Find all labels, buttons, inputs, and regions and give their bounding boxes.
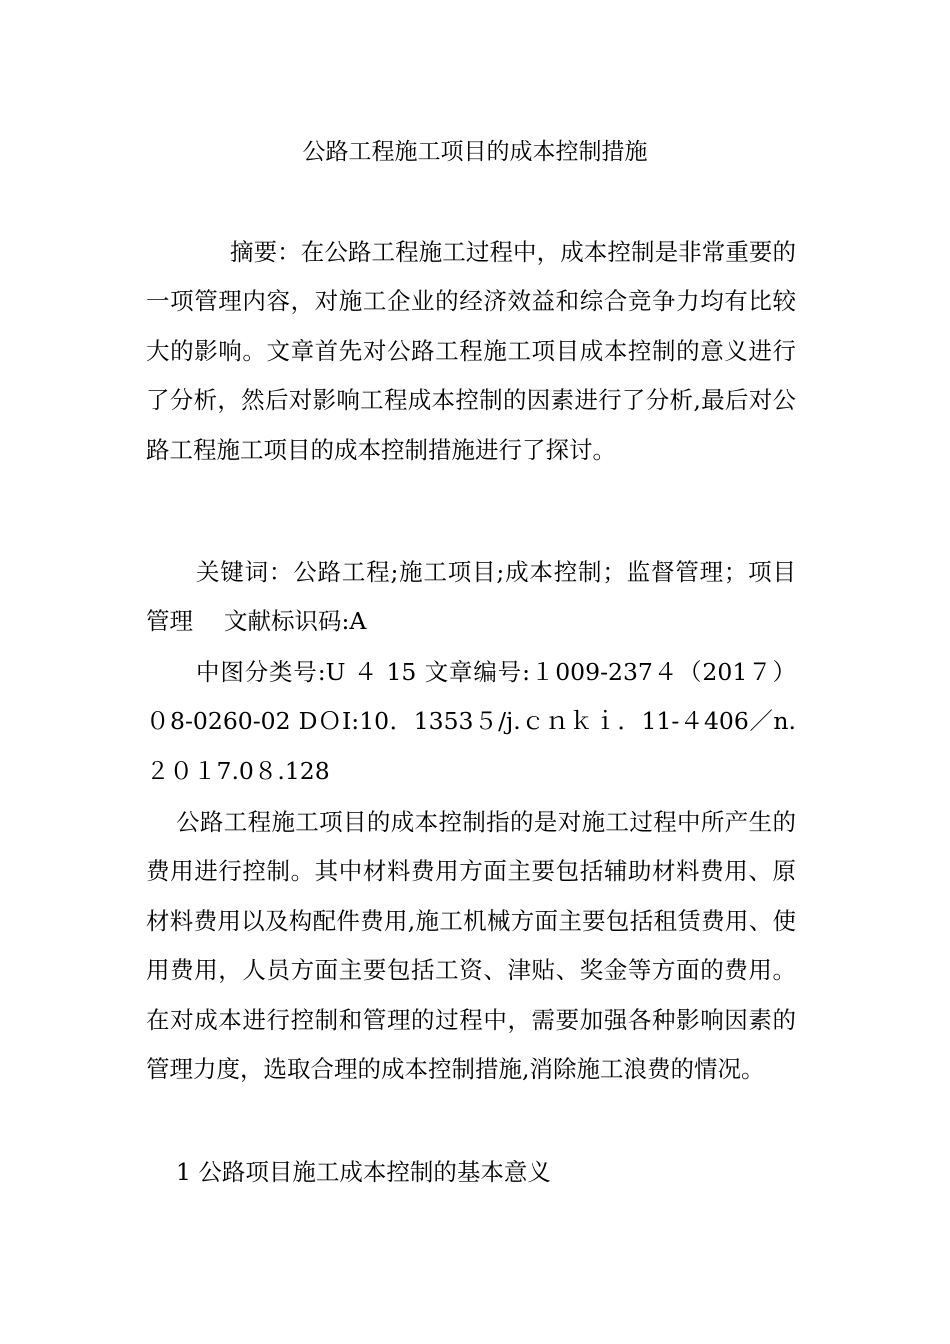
classification-paragraph: 中图分类号:U ４ 15 文章编号:１009-237４（201７）０8-0260-02 DＯI:10．1353５/j.ｃｎｋｉ．11-４406／n.２０１7.0８.128 — [146, 658, 796, 785]
keywords-paragraph: 关键词：公路工程;施工项目;成本控制；监督管理；项目管理 文献标识码:A — [146, 558, 796, 636]
section-heading: 1 公路项目施工成本控制的基本意义 — [176, 1158, 551, 1186]
abstract-paragraph: 摘要：在公路工程施工过程中，成本控制是非常重要的一项管理内容，对施工企业的经济效益和综合竞争力均有比较大的影响。文章首先对公路工程施工项目成本控制的意义进行了分析，然后对影响工程成本控制的因素进行了分析,最后对公路工程施工项目的成本控制措施进行了探讨。 — [146, 238, 796, 464]
intro-paragraph: 公路工程施工项目的成本控制指的是对施工过程中所产生的费用进行控制。其中材料费用方面主要包括辅助材料费用、原材料费用以及构配件费用,施工机械方面主要包括租赁费用、使用费用，人员方面主要包括工资、津贴、奖金等方面的费用。在对成本进行控制和管理的过程中，需要加强各种影响因素的管理力度，选取合理的成本控制措施,消除施工浪费的情况。 — [146, 808, 796, 1084]
document-title: 公路工程施工项目的成本控制措施 — [302, 139, 648, 165]
